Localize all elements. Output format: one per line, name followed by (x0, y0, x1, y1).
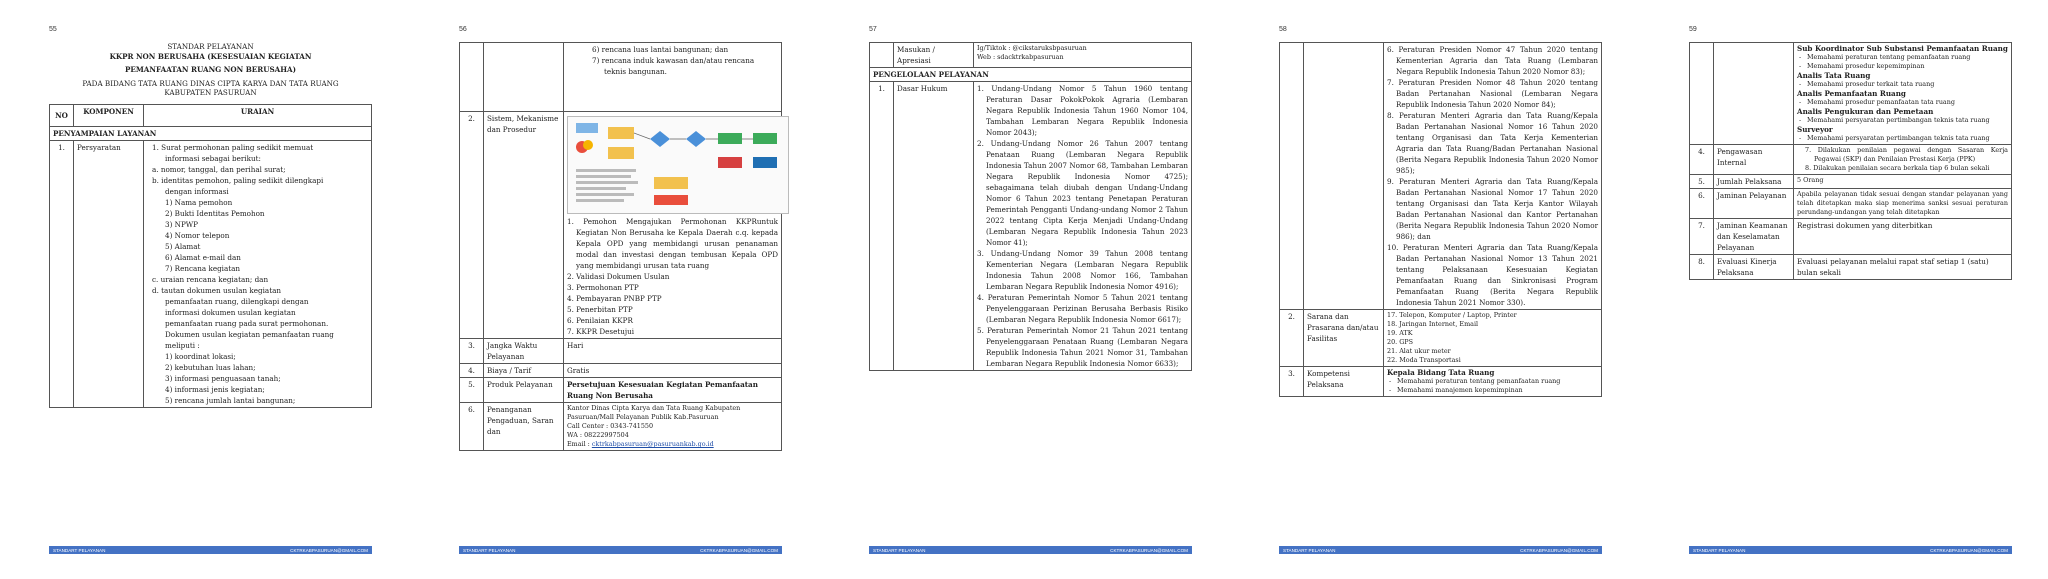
row-description (1794, 145, 2012, 175)
row-number: 5. (460, 378, 484, 403)
row-value: Persetujuan Kesesuaian Kegiatan Pemanfaatan Ruang Non Berusaha (564, 378, 782, 403)
row-description (974, 82, 1192, 371)
competency-heading: Analis Tata Ruang (1797, 71, 1871, 80)
list-item: 4) informasi jenis kegiatan; (165, 384, 265, 394)
procedure-step: 4. Pembayaran PNBP PTP (567, 294, 662, 303)
list-item: 1) koordinat lokasi; (165, 351, 236, 361)
supervision-item: 7. Dilakukan penilaian pegawai dengan Sasaran Kerja Pegawai (SKP) dan Penilaian Prestasi Kerja (PPK) (1805, 146, 2008, 163)
contact-office: Kantor Dinas Cipta Karya dan Tata Ruang Kabupaten (567, 404, 741, 412)
row-component: Produk Pelayanan (484, 378, 564, 403)
row-description (1794, 43, 2012, 145)
document-page-55 (0, 0, 408, 579)
procedure-step: 5. Penerbitan PTP (567, 305, 633, 314)
row-number: 2. (1280, 310, 1304, 367)
row-description (564, 112, 782, 339)
page-number: 57 (869, 26, 877, 33)
list-item: meliputi : (165, 340, 200, 350)
competency-item: - Memahami manajemen kepemimpinan (1387, 386, 1598, 395)
law-item: 1. Undang-Undang Nomor 5 Tahun 1960 tentang Peraturan Dasar PokokPokok Agraria (Lembaran Negara Republik Indonesia Tahun 1960 Nomor 104, Tambahan Lembaran Negara Republik Indonesia Nomor 2043); (977, 84, 1188, 137)
row-number: 3. (460, 339, 484, 364)
page-footer (49, 546, 372, 554)
list-item: 7) rencana induk kawasan dan/atau rencana (592, 56, 755, 65)
row-value: 5 Orang (1794, 175, 2012, 189)
contact-email (567, 440, 778, 449)
list-item: 3) informasi penguasaan tanah; (165, 373, 281, 383)
list-item: 1) Nama pemohon (165, 197, 233, 207)
competency-item: - Memahami prosedur kepemimpinan (1797, 62, 2008, 71)
email-link[interactable]: cktrkabpasuruan@pasuruankab.go.id (591, 440, 714, 448)
row-number: 1. (870, 82, 894, 371)
competency-item: - Memahami prosedur pemanfaatan tata ruang (1797, 98, 2008, 107)
footer-left: STANDART PELAYANAN (873, 547, 926, 553)
row-description (1384, 310, 1602, 367)
page-footer (1689, 546, 2012, 554)
list-item: 2) kebutuhan luas lahan; (165, 362, 256, 372)
list-item: dengan informasi (165, 186, 229, 196)
facility-item: 18. Jaringan Internet, Email (1387, 320, 1479, 328)
row-description (564, 43, 782, 112)
row-component: Kompetensi Pelaksana (1304, 367, 1384, 397)
law-item: 2. Undang-Undang Nomor 26 Tahun 2007 tentang Penataan Ruang (Lembaran Negara Republik Indonesia Tahun 2007 Nomor 68, Tambahan Lembaran Negara Republik Indonesia Nomor 4725); sebagaimana telah diubah dengan Undang-Undang Nomor 6 Tahun 2023 tentang Penetapan Peraturan Pemerintah Pengganti Undang-undang Nomor 2 Tahun 2022 tentang Cipta Kerja Menjadi Undang-Undang (Lembaran Negara Republik Indonesia Tahun 2023 Nomor 41); (977, 139, 1188, 247)
row-value: Hari (564, 339, 782, 364)
doc-agency: PADA BIDANG TATA RUANG DINAS CIPTA KARYA DAN TATA RUANG (82, 78, 339, 88)
section-header: PENYAMPAIAN LAYANAN (50, 126, 372, 140)
row-number: 5. (1690, 175, 1714, 189)
page-content (459, 42, 782, 451)
email-label: Email : (567, 440, 592, 448)
list-item: informasi sebagai berikut: (165, 153, 261, 163)
law-item: 9. Peraturan Menteri Agraria dan Tata Ruang/Kepala Badan Pertanahan Nasional Nomor 17 Tahun 2020 tentang Organisasi dan Tata Kerja Kantor Wilayah Badan Pertanahan Nasional dan Kantor Pertanahan (Berita Negara Republik Indonesia Tahun 2020 Nomor 986); dan (1387, 177, 1598, 241)
row-component: Evaluasi Kinerja Pelaksana (1714, 255, 1794, 280)
footer-email: CKTRKABPASURUAN@GMAIL.COM (1930, 547, 2008, 553)
row-number: 1. (50, 140, 74, 407)
row-component: Pengawasan Internal (1714, 145, 1794, 175)
row-component: Masukan / Apresiasi (894, 43, 974, 68)
document-page-57 (820, 0, 1228, 579)
row-number: 4. (1690, 145, 1714, 175)
facility-item: 22. Moda Transportasi (1387, 356, 1461, 364)
procedure-step: 6. Penilaian KKPR (567, 316, 633, 325)
contact-callcenter: Call Center : 0343-741550 (567, 422, 654, 430)
list-item: c. uraian rencana kegiatan; dan (152, 274, 269, 284)
doc-title: STANDAR PELAYANAN (167, 42, 254, 51)
row-component: Jumlah Pelaksana (1714, 175, 1794, 189)
facility-item: 19. ATK (1387, 329, 1413, 337)
list-item: 5) rencana jumlah lantai bangunan; (165, 395, 296, 405)
page-footer (459, 546, 782, 554)
footer-email: CKTRKABPASURUAN@GMAIL.COM (700, 547, 778, 553)
row-description (1384, 367, 1602, 397)
row-component: Persyaratan (74, 140, 144, 407)
row-value: Evaluasi pelayanan melalui rapat staf setiap 1 (satu) bulan sekali (1794, 255, 2012, 280)
list-item: 7) Rencana kegiatan (165, 263, 241, 273)
footer-email: CKTRKABPASURUAN@GMAIL.COM (1520, 547, 1598, 553)
row-number: 7. (1690, 219, 1714, 255)
contact-office-2: Pasuruan/Mall Pelayanan Publik Kab.Pasuruan (567, 413, 719, 421)
list-item: pemanfaatan ruang, dilengkapi dengan (165, 296, 309, 306)
supervision-item: 8. Dilakukan penilaian secara berkala tiap 6 bulan sekali (1805, 164, 1990, 172)
procedure-step: 3. Permohonan PTP (567, 283, 639, 292)
list-item: 4) Nomor telepon (165, 230, 230, 240)
row-value: Registrasi dokumen yang diterbitkan (1794, 219, 2012, 255)
standard-table (49, 104, 372, 408)
contact-whatsapp: WA : 08222997504 (567, 431, 629, 439)
list-item: b. identitas pemohon, paling sedikit dilengkapi (152, 175, 324, 185)
document-page-59 (1640, 0, 2048, 579)
doc-subtitle: KKPR NON BERUSAHA (KESESUAIAN KEGIATAN (109, 51, 312, 61)
row-component: Jangka Waktu Pelayanan (484, 339, 564, 364)
row-component: Dasar Hukum (894, 82, 974, 371)
section-header: PENGELOLAAN PELAYANAN (870, 68, 1192, 82)
row-component: Sistem, Mekanisme dan Prosedur (484, 112, 564, 339)
row-number: 6. (460, 403, 484, 451)
footer-left: STANDART PELAYANAN (1693, 547, 1746, 553)
row-value: Apabila pelayanan tidak sesuai dengan standar pelayanan yang telah ditetapkan maka siap menerima sanksi sesuai peraturan perundang-undangan yang telah ditetapkan (1794, 189, 2012, 219)
web-contact: Web : sdacktrkabpasuruan (977, 53, 1064, 61)
list-item: teknis bangunan. (604, 67, 667, 76)
procedure-step: 1. Pemohon Mengajukan Permohonan KKPRuntuk Kegiatan Non Berusaha ke Kepala Daerah c.q. kepada Kepala OPD yang membidangi urusan penanaman modal dan investasi dengan tembusan Kepala OPD yang membidangi urusan tata ruang (567, 217, 778, 270)
list-item: informasi dokumen usulan kegiatan (165, 307, 296, 317)
doc-region: KABUPATEN PASURUAN (164, 88, 257, 98)
facility-item: 17. Telepon, Komputer / Laptop, Printer (1387, 311, 1517, 319)
competency-item: - Memahami peraturan tentang pemanfaatan ruang (1797, 53, 2008, 62)
page-footer (869, 546, 1192, 554)
row-description (144, 140, 372, 407)
law-item: 4. Peraturan Pemerintah Nomor 5 Tahun 2021 tentang Penyelenggaraan Perizinan Berusaha Berbasis Risiko (Lembaran Negara Republik Indonesia Nomor 6617); (977, 293, 1188, 324)
doc-subtitle-2: PEMANFAATAN RUANG NON BERUSAHA) (124, 65, 297, 75)
row-component: Jaminan Pelayanan (1714, 189, 1794, 219)
standard-table (459, 42, 782, 451)
law-item: 6. Peraturan Presiden Nomor 47 Tahun 2020 tentang Kementerian Agraria dan Tata Ruang (Lembaran Negara Republik Indonesia Tahun 2020 Nomor 83); (1387, 45, 1598, 76)
row-component: Penanganan Pengaduan, Saran dan (484, 403, 564, 451)
law-item: 8. Peraturan Menteri Agraria dan Tata Ruang/Kepala Badan Pertanahan Nasional Nomor 16 Tahun 2020 tentang Organisasi dan Tata Kerja Kementerian Agraria dan Tata Ruang/Badan Pertanahan Nasional (Berita Negara Republik Indonesia Tahun 2020 Nomor 985); (1387, 111, 1598, 175)
list-item: 1. Surat permohonan paling sedikit memuat (152, 142, 314, 152)
competency-item: - Memahami prosedur terkait tata ruang (1797, 80, 2008, 89)
competency-heading: Sub Koordinator Sub Substansi Pemanfaatan Ruang (1797, 44, 2008, 53)
standard-table (1279, 42, 1602, 397)
standard-table (869, 42, 1192, 371)
competency-heading: Analis Pengukuran dan Pemetaan (1797, 107, 1934, 116)
footer-email: CKTRKABPASURUAN@GMAIL.COM (290, 547, 368, 553)
footer-left: STANDART PELAYANAN (53, 547, 106, 553)
list-item: 6) Alamat e-mail dan (165, 252, 241, 262)
row-component: Jaminan Keamanan dan Keselamatan Pelayanan (1714, 219, 1794, 255)
law-item: 7. Peraturan Presiden Nomor 48 Tahun 2020 tentang Badan Pertanahan Nasional (Lembaran Negara Republik Indonesia Tahun 2020 Nomor 84); (1387, 78, 1598, 109)
col-header-komponen: KOMPONEN (74, 104, 144, 126)
facility-item: 20. GPS (1387, 338, 1413, 346)
page-footer (1279, 546, 1602, 554)
page-number: 55 (49, 26, 57, 33)
page-content (1689, 42, 2012, 280)
competency-item: - Memahami peraturan tentang pemanfaatan ruang (1387, 377, 1598, 386)
col-header-uraian: URAIAN (144, 104, 372, 126)
page-number: 56 (459, 26, 467, 33)
row-number: 6. (1690, 189, 1714, 219)
page-content (1279, 42, 1602, 397)
page-number: 58 (1279, 26, 1287, 33)
page-content (869, 42, 1192, 371)
law-item: 3. Undang-Undang Nomor 39 Tahun 2008 tentang Kementerian Negara (Lembaran Negara Republik Indonesia Tahun 2008 Nomor 166, Tambahan Lembaran Negara Republik Indonesia Nomor 4916); (977, 249, 1188, 291)
list-item: d. tautan dokumen usulan kegiatan (152, 285, 281, 295)
document-page-58 (1230, 0, 1638, 579)
competency-heading: Analis Pemanfaatan Ruang (1797, 89, 1906, 98)
row-number: 8. (1690, 255, 1714, 280)
law-item: 10. Peraturan Menteri Agraria dan Tata Ruang/Kepala Badan Pertanahan Nasional Nomor 13 Tahun 2021 tentang Pelaksanaan Kesesuaian Kegiatan Pemanfaatan Ruang dan Sinkronisasi Program Pemanfaatan Ruang (Berita Negara Republik Indonesia Tahun 2021 Nomor 330). (1387, 243, 1598, 307)
document-page-56 (410, 0, 818, 579)
page-content (49, 42, 372, 408)
list-item: 3) NPWP (165, 219, 199, 229)
row-number: 3. (1280, 367, 1304, 397)
footer-left: STANDART PELAYANAN (463, 547, 516, 553)
competency-heading: Surveyor (1797, 125, 1833, 134)
procedure-flowchart-image (567, 116, 789, 214)
competency-item: - Memahami persyaratan pertimbangan teknis tata ruang (1797, 134, 2008, 143)
facility-item: 21. Alat ukur meter (1387, 347, 1451, 355)
procedure-step: 7. KKPR Desetujui (567, 327, 635, 336)
col-header-no: NO (50, 104, 74, 126)
row-value: Gratis (564, 364, 782, 378)
list-item: 6) rencana luas lantai bangunan; dan (592, 45, 729, 54)
row-number: 2. (460, 112, 484, 339)
law-item: 5. Peraturan Pemerintah Nomor 21 Tahun 2021 tentang Penyelenggaraan Penataan Ruang (Lembaran Negara Republik Indonesia Tahun 2021 Nomor 31, Tambahan Lembaran Negara Republik Indonesia Nomor 6633); (977, 326, 1188, 368)
list-item: pemanfaatan ruang pada surat permohonan. (165, 318, 329, 328)
row-value (974, 43, 1192, 68)
standard-table (1689, 42, 2012, 280)
page-number: 59 (1689, 26, 1697, 33)
footer-email: CKTRKABPASURUAN@GMAIL.COM (1110, 547, 1188, 553)
list-item: 2) Bukti Identitas Pemohon (165, 208, 265, 218)
row-description (1384, 43, 1602, 310)
row-component: Sarana dan Prasarana dan/atau Fasilitas (1304, 310, 1384, 367)
footer-left: STANDART PELAYANAN (1283, 547, 1336, 553)
competency-heading: Kepala Bidang Tata Ruang (1387, 368, 1495, 377)
list-item: 5) Alamat (165, 241, 201, 251)
row-number: 4. (460, 364, 484, 378)
row-value (564, 403, 782, 451)
row-component: Biaya / Tarif (484, 364, 564, 378)
list-item: a. nomor, tanggal, dan perihal surat; (152, 164, 286, 174)
competency-item: - Memahami persyaratan pertimbangan teknis tata ruang (1797, 116, 2008, 125)
list-item: Dokumen usulan kegiatan pemanfaatan ruang (165, 329, 334, 339)
procedure-step: 2. Validasi Dokumen Usulan (567, 272, 670, 281)
instagram-contact: Ig/Tiktok : @cikstaruksbpasuruan (977, 44, 1087, 52)
